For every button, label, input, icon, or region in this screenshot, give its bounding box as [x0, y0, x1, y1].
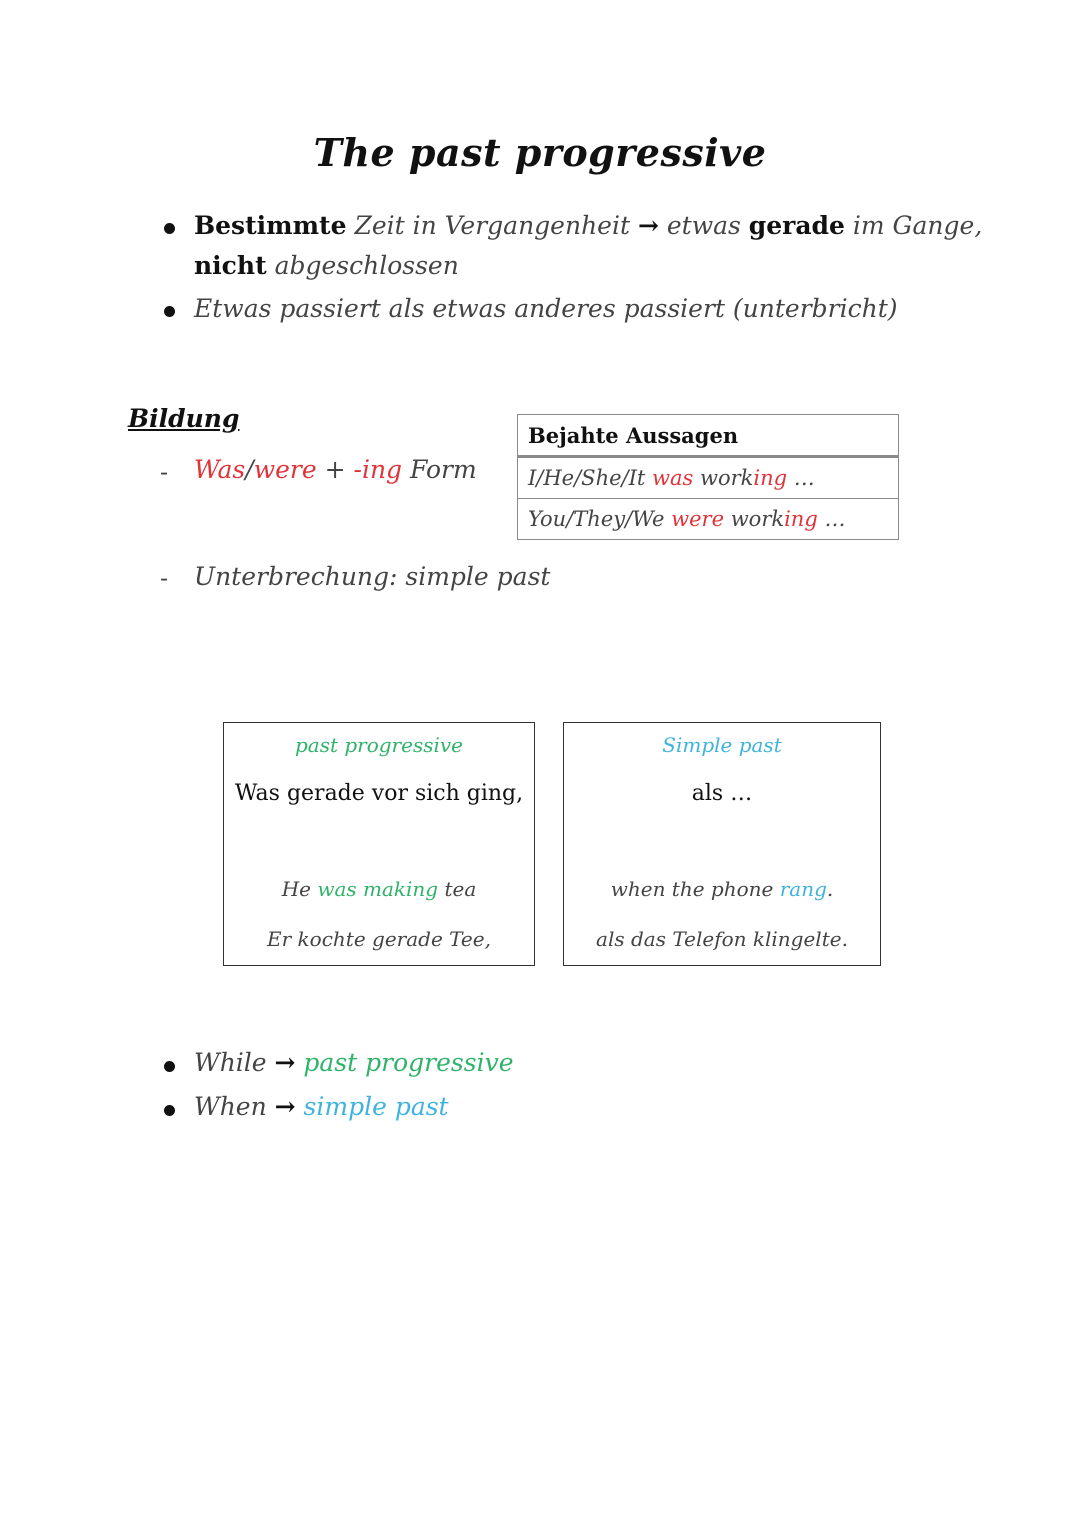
example-pre: when the phone: [610, 877, 780, 901]
subject-text: I/He/She/It: [528, 466, 653, 490]
example-highlight: rang: [779, 877, 827, 901]
example-pre: He: [281, 877, 318, 901]
bullet-dot-icon: [164, 223, 175, 234]
formula-plus: +: [316, 455, 354, 484]
dash-marker: -: [160, 564, 169, 592]
arrow-right-icon: →: [637, 211, 659, 240]
aux-were: were: [671, 507, 725, 531]
bullet-2: Etwas passiert als etwas anderes passiert (unterbricht): [194, 294, 898, 323]
box-main-text: als …: [691, 781, 753, 806]
box-caption: past progressive: [294, 733, 464, 757]
bullet-when: [194, 1092, 449, 1121]
bullet-1-line-2: [194, 251, 459, 280]
formula-line: [194, 455, 477, 484]
ellipsis: …: [817, 507, 846, 531]
bullet-dot-icon: [164, 1105, 175, 1116]
bold-gerade: gerade: [748, 211, 845, 240]
formula-ing: -ing: [353, 455, 403, 484]
formula-were: were: [253, 455, 317, 484]
text-zeit: Zeit in Vergangenheit: [346, 211, 638, 240]
table-header-row: [518, 415, 899, 457]
word-when: When: [194, 1092, 275, 1121]
example-box-past-progressive: [223, 722, 535, 966]
bold-bestimmte: Bestimmte: [194, 211, 347, 240]
verb-ending: ing: [784, 507, 818, 531]
box-example: [564, 877, 880, 901]
example-box-simple-past: [563, 722, 881, 966]
verb-stem: work: [724, 507, 785, 531]
text-im-gange: im Gange,: [844, 211, 983, 240]
box-example: [224, 877, 534, 901]
page-title: The past progressive: [313, 130, 767, 175]
formula-was: Was: [194, 455, 246, 484]
bullet-while: [194, 1048, 514, 1077]
box-translation: Er kochte gerade Tee,: [267, 927, 491, 951]
table-cell: [518, 499, 899, 540]
verb-ending: ing: [753, 466, 788, 490]
word-while: While: [194, 1048, 275, 1077]
example-post: .: [826, 877, 834, 901]
bullet-1-line-1: [194, 211, 982, 240]
arrow-right-icon: →: [274, 1048, 296, 1077]
table-cell: [518, 457, 899, 499]
arrow-right-icon: →: [274, 1092, 296, 1121]
formula-form: Form: [402, 455, 477, 484]
formula-slash: /: [245, 455, 254, 484]
box-main-text: Was gerade vor sich ging,: [234, 781, 524, 806]
box-caption: Simple past: [662, 733, 782, 757]
aux-was: was: [652, 466, 694, 490]
conjugation-table: [517, 414, 899, 540]
text-abgeschlossen: abgeschlossen: [266, 251, 459, 280]
bullet-dot-icon: [164, 1061, 175, 1072]
example-post: tea: [438, 877, 477, 901]
subject-text: You/They/We: [528, 507, 672, 531]
interruption-line: Unterbrechung: simple past: [194, 562, 551, 591]
dash-marker: -: [160, 458, 169, 486]
bold-nicht: nicht: [194, 251, 267, 280]
term-simple-past: simple past: [295, 1092, 449, 1121]
table-row: [518, 499, 899, 540]
box-translation: als das Telefon klingelte.: [596, 927, 848, 951]
verb-stem: work: [693, 466, 754, 490]
example-highlight: was making: [317, 877, 439, 901]
table-header: Bejahte Aussagen: [518, 415, 899, 457]
text-etwas: etwas: [658, 211, 749, 240]
section-heading-bildung: Bildung: [128, 404, 240, 433]
ellipsis: …: [787, 466, 815, 490]
bullet-dot-icon: [164, 306, 175, 317]
term-past-progressive: past progressive: [295, 1048, 514, 1077]
table-row: [518, 457, 899, 499]
